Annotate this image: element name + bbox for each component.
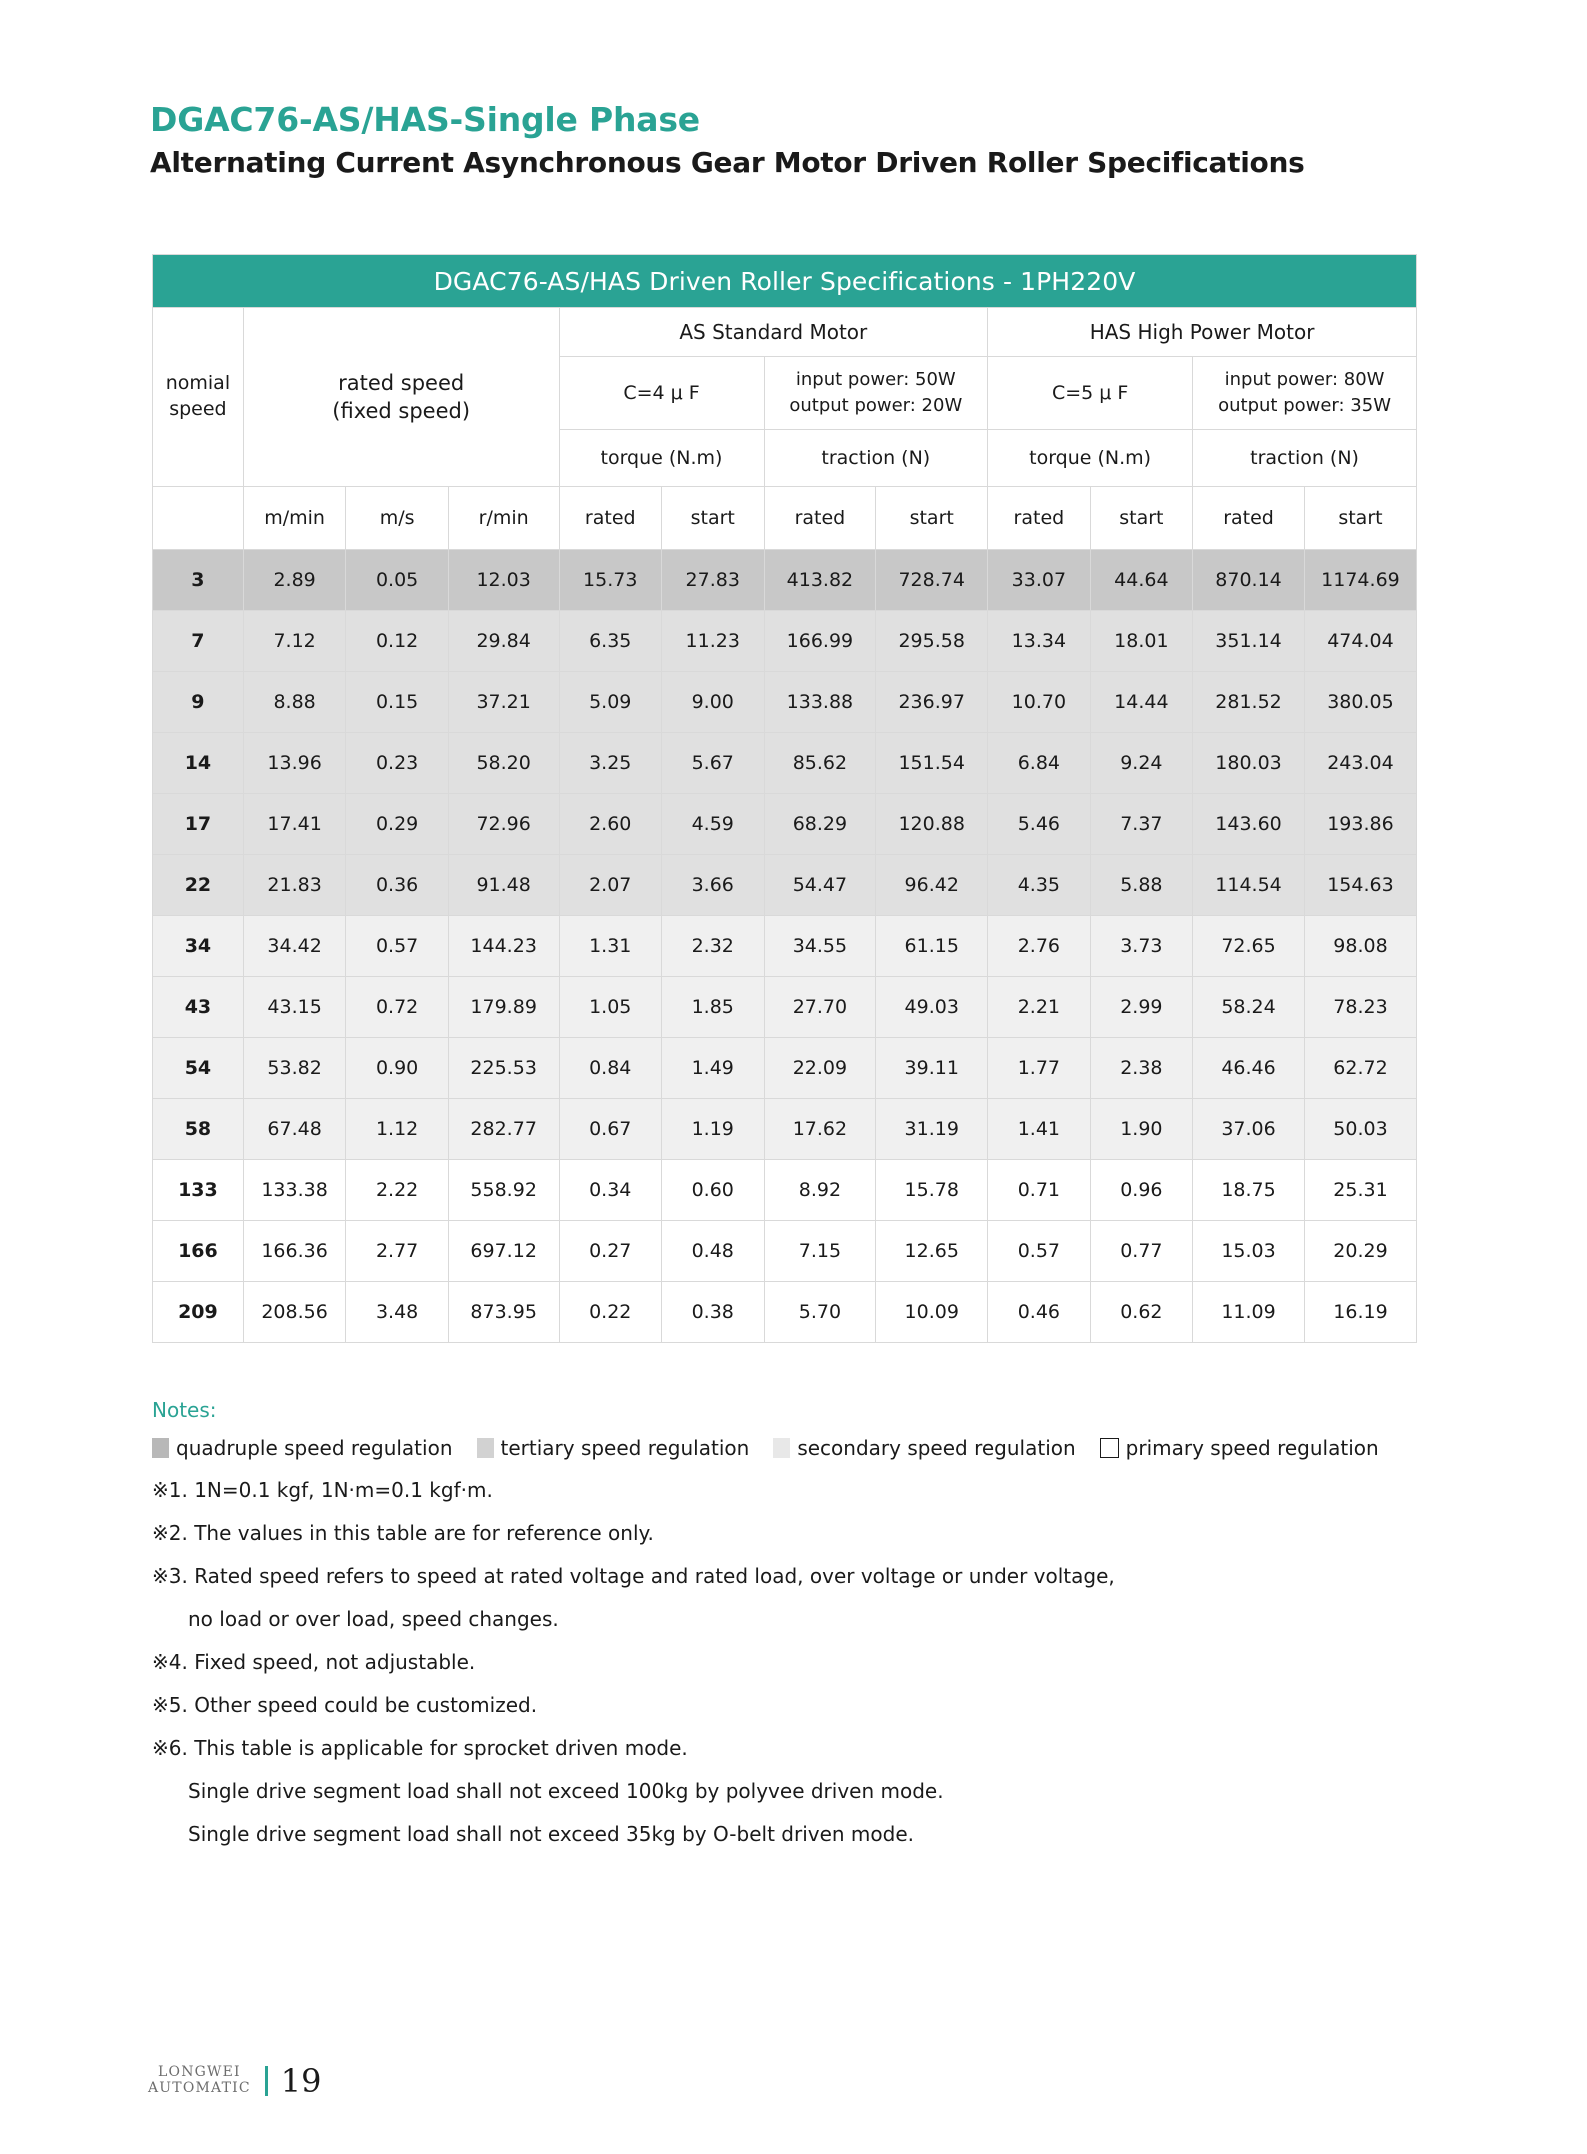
cell-as-torque-start: 9.00 (662, 672, 765, 733)
page-heading (150, 102, 1450, 180)
cell-nominal-speed: 209 (153, 1282, 244, 1343)
table-row (153, 1038, 1417, 1099)
header-has-traction: traction (N) (1193, 430, 1417, 487)
cell-has-traction-rated: 58.24 (1193, 977, 1305, 1038)
table-row (153, 550, 1417, 611)
header-unit-m-s: m/s (346, 487, 449, 550)
cell-r-per-min: 873.95 (448, 1282, 559, 1343)
cell-has-torque-start: 5.88 (1090, 855, 1193, 916)
cell-as-torque-start: 0.60 (662, 1160, 765, 1221)
cell-as-torque-start: 11.23 (662, 611, 765, 672)
cell-as-traction-rated: 413.82 (764, 550, 876, 611)
cell-m-per-s: 0.90 (346, 1038, 449, 1099)
header-rated-speed (243, 308, 559, 487)
cell-nominal-speed: 22 (153, 855, 244, 916)
cell-m-per-min: 34.42 (243, 916, 346, 977)
cell-as-torque-start: 1.49 (662, 1038, 765, 1099)
cell-has-torque-start: 2.99 (1090, 977, 1193, 1038)
cell-has-torque-rated: 2.76 (988, 916, 1091, 977)
cell-as-torque-start: 2.32 (662, 916, 765, 977)
cell-has-traction-start: 62.72 (1304, 1038, 1416, 1099)
cell-as-traction-start: 39.11 (876, 1038, 988, 1099)
cell-as-torque-rated: 0.84 (559, 1038, 662, 1099)
cell-as-torque-rated: 2.07 (559, 855, 662, 916)
legend-swatch-icon (152, 1438, 169, 1458)
header-has-power-input: input power: 80W (1224, 368, 1385, 390)
cell-has-traction-rated: 37.06 (1193, 1099, 1305, 1160)
header-unit-as-torque-rated: rated (559, 487, 662, 550)
cell-nominal-speed: 43 (153, 977, 244, 1038)
header-row-motor-groups (153, 308, 1417, 357)
cell-m-per-s: 0.72 (346, 977, 449, 1038)
cell-as-torque-rated: 5.09 (559, 672, 662, 733)
cell-as-torque-rated: 2.60 (559, 794, 662, 855)
notes-list (152, 1480, 1452, 1845)
cell-nominal-speed: 9 (153, 672, 244, 733)
cell-m-per-s: 0.23 (346, 733, 449, 794)
note-line-2: ※3. Rated speed refers to speed at rated voltage and rated load, over voltage or under voltage, (152, 1564, 1115, 1588)
header-unit-m-min: m/min (243, 487, 346, 550)
table-row (153, 733, 1417, 794)
cell-m-per-min: 8.88 (243, 672, 346, 733)
cell-has-torque-start: 0.77 (1090, 1221, 1193, 1282)
legend-label: secondary speed regulation (797, 1436, 1076, 1460)
cell-r-per-min: 144.23 (448, 916, 559, 977)
header-motor-has: HAS High Power Motor (988, 308, 1417, 357)
cell-as-torque-rated: 1.31 (559, 916, 662, 977)
note-line-8: Single drive segment load shall not exceed 35kg by O-belt driven mode. (188, 1822, 914, 1846)
cell-as-traction-rated: 68.29 (764, 794, 876, 855)
header-unit-r-min: r/min (448, 487, 559, 550)
note-line-4: ※4. Fixed speed, not adjustable. (152, 1650, 476, 1674)
cell-as-torque-start: 4.59 (662, 794, 765, 855)
table-head (153, 255, 1417, 550)
cell-has-traction-start: 25.31 (1304, 1160, 1416, 1221)
cell-as-traction-start: 15.78 (876, 1160, 988, 1221)
cell-has-traction-start: 50.03 (1304, 1099, 1416, 1160)
note-line-0: ※1. 1N=0.1 kgf, 1N·m=0.1 kgf·m. (152, 1478, 493, 1502)
brand-line-2: AUTOMATIC (148, 2080, 251, 2096)
cell-m-per-min: 13.96 (243, 733, 346, 794)
header-unit-blank (153, 487, 244, 550)
cell-as-torque-rated: 0.34 (559, 1160, 662, 1221)
spec-table (152, 254, 1417, 1343)
header-unit-as-traction-rated: rated (764, 487, 876, 550)
legend-label: tertiary speed regulation (500, 1436, 750, 1460)
note-line-5: ※5. Other speed could be customized. (152, 1693, 538, 1717)
cell-m-per-s: 0.36 (346, 855, 449, 916)
header-row-units (153, 487, 1417, 550)
cell-nominal-speed: 58 (153, 1099, 244, 1160)
cell-has-torque-start: 14.44 (1090, 672, 1193, 733)
table-body (153, 550, 1417, 1343)
cell-m-per-s: 3.48 (346, 1282, 449, 1343)
header-nominal-speed (153, 308, 244, 487)
cell-as-traction-rated: 27.70 (764, 977, 876, 1038)
cell-as-torque-rated: 1.05 (559, 977, 662, 1038)
table-row (153, 794, 1417, 855)
legend-item-0 (152, 1436, 453, 1460)
cell-has-torque-rated: 0.46 (988, 1282, 1091, 1343)
note-line-1: ※2. The values in this table are for reference only. (152, 1521, 654, 1545)
cell-has-torque-rated: 6.84 (988, 733, 1091, 794)
brand-line-1: LONGWEI (158, 2064, 241, 2081)
cell-as-torque-start: 0.38 (662, 1282, 765, 1343)
table-row (153, 1160, 1417, 1221)
header-nominal-speed-line2: speed (169, 398, 227, 420)
legend-item-1 (477, 1436, 750, 1460)
cell-has-torque-start: 44.64 (1090, 550, 1193, 611)
table-banner-title: DGAC76-AS/HAS Driven Roller Specifications - 1PH220V (153, 255, 1417, 308)
legend-label: quadruple speed regulation (176, 1436, 453, 1460)
cell-as-torque-start: 1.19 (662, 1099, 765, 1160)
note-line-3: no load or over load, speed changes. (188, 1607, 559, 1631)
cell-as-traction-start: 151.54 (876, 733, 988, 794)
page-subtitle: Alternating Current Asynchronous Gear Motor Driven Roller Specifications (150, 145, 1305, 179)
header-has-power-output: output power: 35W (1218, 395, 1392, 416)
cell-has-torque-rated: 4.35 (988, 855, 1091, 916)
cell-r-per-min: 225.53 (448, 1038, 559, 1099)
cell-as-traction-rated: 85.62 (764, 733, 876, 794)
cell-m-per-min: 53.82 (243, 1038, 346, 1099)
header-as-traction: traction (N) (764, 430, 988, 487)
spec-table-container (152, 254, 1417, 1343)
cell-r-per-min: 12.03 (448, 550, 559, 611)
table-row (153, 855, 1417, 916)
header-has-power (1193, 357, 1417, 430)
cell-as-torque-rated: 15.73 (559, 550, 662, 611)
header-unit-has-torque-rated: rated (988, 487, 1091, 550)
cell-has-torque-rated: 2.21 (988, 977, 1091, 1038)
notes-legend (152, 1436, 1452, 1460)
cell-nominal-speed: 3 (153, 550, 244, 611)
cell-has-torque-start: 18.01 (1090, 611, 1193, 672)
cell-as-torque-rated: 0.67 (559, 1099, 662, 1160)
cell-as-traction-rated: 54.47 (764, 855, 876, 916)
cell-m-per-min: 67.48 (243, 1099, 346, 1160)
cell-as-traction-start: 12.65 (876, 1221, 988, 1282)
cell-has-traction-start: 1174.69 (1304, 550, 1416, 611)
cell-has-torque-start: 0.62 (1090, 1282, 1193, 1343)
cell-has-traction-start: 243.04 (1304, 733, 1416, 794)
cell-r-per-min: 91.48 (448, 855, 559, 916)
cell-as-torque-start: 0.48 (662, 1221, 765, 1282)
header-as-capacitor: C=4 μ F (559, 357, 764, 430)
cell-as-traction-start: 31.19 (876, 1099, 988, 1160)
header-unit-has-traction-rated: rated (1193, 487, 1305, 550)
header-rated-speed-line1: rated speed (338, 370, 465, 395)
cell-as-traction-rated: 8.92 (764, 1160, 876, 1221)
cell-as-traction-start: 236.97 (876, 672, 988, 733)
cell-as-traction-start: 120.88 (876, 794, 988, 855)
cell-m-per-s: 1.12 (346, 1099, 449, 1160)
cell-has-traction-start: 20.29 (1304, 1221, 1416, 1282)
cell-m-per-s: 0.05 (346, 550, 449, 611)
cell-has-traction-start: 474.04 (1304, 611, 1416, 672)
header-as-power-input: input power: 50W (795, 368, 956, 390)
cell-as-traction-start: 295.58 (876, 611, 988, 672)
cell-m-per-s: 0.15 (346, 672, 449, 733)
cell-as-traction-rated: 22.09 (764, 1038, 876, 1099)
legend-swatch-icon (477, 1438, 494, 1458)
cell-has-torque-start: 7.37 (1090, 794, 1193, 855)
cell-nominal-speed: 7 (153, 611, 244, 672)
notes-title: Notes: (152, 1398, 217, 1422)
cell-has-traction-start: 98.08 (1304, 916, 1416, 977)
cell-as-traction-start: 10.09 (876, 1282, 988, 1343)
legend-swatch-icon (1100, 1438, 1119, 1458)
cell-m-per-s: 2.22 (346, 1160, 449, 1221)
cell-has-traction-rated: 15.03 (1193, 1221, 1305, 1282)
legend-item-2 (773, 1436, 1075, 1460)
note-line-7: Single drive segment load shall not exceed 100kg by polyvee driven mode. (188, 1779, 944, 1803)
legend-label: primary speed regulation (1125, 1436, 1379, 1460)
cell-has-torque-rated: 0.71 (988, 1160, 1091, 1221)
cell-as-traction-start: 49.03 (876, 977, 988, 1038)
cell-as-traction-rated: 133.88 (764, 672, 876, 733)
cell-has-traction-rated: 72.65 (1193, 916, 1305, 977)
cell-nominal-speed: 133 (153, 1160, 244, 1221)
cell-has-torque-rated: 1.77 (988, 1038, 1091, 1099)
cell-has-torque-start: 3.73 (1090, 916, 1193, 977)
cell-has-torque-rated: 13.34 (988, 611, 1091, 672)
cell-m-per-s: 2.77 (346, 1221, 449, 1282)
header-unit-has-torque-start: start (1090, 487, 1193, 550)
cell-has-torque-start: 1.90 (1090, 1099, 1193, 1160)
table-row (153, 977, 1417, 1038)
cell-has-traction-rated: 46.46 (1193, 1038, 1305, 1099)
cell-as-torque-rated: 0.27 (559, 1221, 662, 1282)
cell-as-torque-start: 3.66 (662, 855, 765, 916)
table-row (153, 1099, 1417, 1160)
cell-as-torque-start: 27.83 (662, 550, 765, 611)
cell-has-traction-start: 154.63 (1304, 855, 1416, 916)
brand-logo (148, 2065, 251, 2096)
cell-r-per-min: 29.84 (448, 611, 559, 672)
cell-as-traction-rated: 5.70 (764, 1282, 876, 1343)
cell-has-traction-rated: 351.14 (1193, 611, 1305, 672)
cell-has-traction-rated: 180.03 (1193, 733, 1305, 794)
header-nominal-speed-line1: nomial (165, 372, 231, 395)
header-rated-speed-line2: (fixed speed) (332, 399, 471, 423)
cell-as-torque-rated: 6.35 (559, 611, 662, 672)
cell-m-per-min: 133.38 (243, 1160, 346, 1221)
cell-has-torque-rated: 0.57 (988, 1221, 1091, 1282)
table-row (153, 1282, 1417, 1343)
page-number: 19 (280, 2062, 322, 2100)
cell-m-per-s: 0.12 (346, 611, 449, 672)
cell-nominal-speed: 54 (153, 1038, 244, 1099)
table-row (153, 916, 1417, 977)
table-row (153, 611, 1417, 672)
cell-as-traction-rated: 17.62 (764, 1099, 876, 1160)
cell-nominal-speed: 34 (153, 916, 244, 977)
header-unit-has-traction-start: start (1304, 487, 1416, 550)
cell-has-traction-start: 193.86 (1304, 794, 1416, 855)
cell-has-torque-rated: 10.70 (988, 672, 1091, 733)
table-row (153, 672, 1417, 733)
page-title: DGAC76-AS/HAS-Single Phase (150, 100, 700, 139)
cell-nominal-speed: 166 (153, 1221, 244, 1282)
cell-r-per-min: 72.96 (448, 794, 559, 855)
header-unit-as-traction-start: start (876, 487, 988, 550)
cell-as-traction-rated: 34.55 (764, 916, 876, 977)
cell-r-per-min: 282.77 (448, 1099, 559, 1160)
footer-divider (265, 2066, 268, 2096)
header-as-power (764, 357, 988, 430)
cell-as-torque-rated: 3.25 (559, 733, 662, 794)
cell-has-torque-start: 9.24 (1090, 733, 1193, 794)
cell-as-traction-rated: 166.99 (764, 611, 876, 672)
cell-has-traction-rated: 281.52 (1193, 672, 1305, 733)
notes-section (152, 1398, 1452, 1867)
cell-r-per-min: 37.21 (448, 672, 559, 733)
cell-has-traction-rated: 11.09 (1193, 1282, 1305, 1343)
cell-has-traction-rated: 18.75 (1193, 1160, 1305, 1221)
cell-m-per-min: 208.56 (243, 1282, 346, 1343)
header-has-capacitor: C=5 μ F (988, 357, 1193, 430)
cell-r-per-min: 179.89 (448, 977, 559, 1038)
legend-item-3 (1100, 1436, 1379, 1460)
cell-m-per-min: 43.15 (243, 977, 346, 1038)
cell-m-per-min: 7.12 (243, 611, 346, 672)
cell-has-torque-rated: 5.46 (988, 794, 1091, 855)
cell-nominal-speed: 17 (153, 794, 244, 855)
cell-has-traction-start: 380.05 (1304, 672, 1416, 733)
header-unit-as-torque-start: start (662, 487, 765, 550)
header-motor-as: AS Standard Motor (559, 308, 988, 357)
cell-as-torque-start: 1.85 (662, 977, 765, 1038)
table-row (153, 1221, 1417, 1282)
table-banner-row (153, 255, 1417, 308)
cell-m-per-s: 0.29 (346, 794, 449, 855)
cell-m-per-min: 17.41 (243, 794, 346, 855)
cell-m-per-min: 2.89 (243, 550, 346, 611)
header-has-torque: torque (N.m) (988, 430, 1193, 487)
cell-m-per-min: 21.83 (243, 855, 346, 916)
cell-has-torque-start: 0.96 (1090, 1160, 1193, 1221)
cell-as-traction-start: 96.42 (876, 855, 988, 916)
cell-as-traction-start: 61.15 (876, 916, 988, 977)
cell-has-traction-rated: 114.54 (1193, 855, 1305, 916)
cell-has-traction-start: 78.23 (1304, 977, 1416, 1038)
header-as-torque: torque (N.m) (559, 430, 764, 487)
cell-nominal-speed: 14 (153, 733, 244, 794)
note-line-6: ※6. This table is applicable for sprocket driven mode. (152, 1736, 688, 1760)
legend-swatch-icon (773, 1438, 790, 1458)
cell-has-torque-rated: 33.07 (988, 550, 1091, 611)
cell-r-per-min: 58.20 (448, 733, 559, 794)
cell-has-traction-rated: 870.14 (1193, 550, 1305, 611)
cell-has-torque-rated: 1.41 (988, 1099, 1091, 1160)
cell-has-torque-start: 2.38 (1090, 1038, 1193, 1099)
cell-has-traction-rated: 143.60 (1193, 794, 1305, 855)
header-as-power-output: output power: 20W (789, 395, 963, 416)
cell-as-torque-rated: 0.22 (559, 1282, 662, 1343)
cell-m-per-s: 0.57 (346, 916, 449, 977)
cell-as-traction-start: 728.74 (876, 550, 988, 611)
cell-r-per-min: 558.92 (448, 1160, 559, 1221)
cell-as-torque-start: 5.67 (662, 733, 765, 794)
page-footer (148, 2062, 322, 2100)
cell-as-traction-rated: 7.15 (764, 1221, 876, 1282)
cell-r-per-min: 697.12 (448, 1221, 559, 1282)
cell-has-traction-start: 16.19 (1304, 1282, 1416, 1343)
cell-m-per-min: 166.36 (243, 1221, 346, 1282)
